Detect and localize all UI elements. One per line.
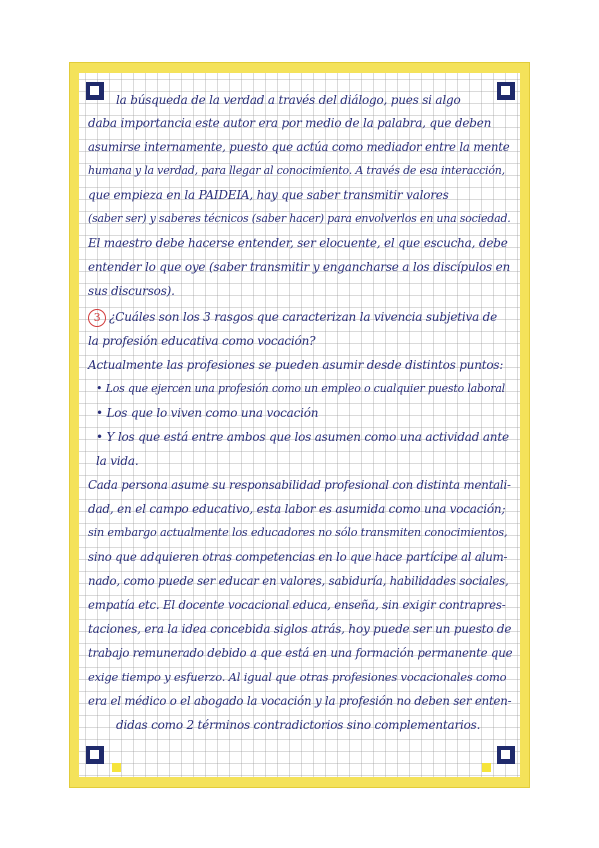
text-line: sino que adquieren otras competencias en lo que hace partícipe al alum- <box>88 550 508 564</box>
text-line: la vida. <box>96 454 139 468</box>
text-line: era el médico o el abogado la vocación y la profesión no deben ser enten- <box>88 694 512 708</box>
text-line: nado, como puede ser educar en valores, sabiduría, habilidades sociales, <box>88 574 509 588</box>
text-line: humana y la verdad, para llegar al conocimiento. A través de esa interacción, <box>88 164 505 177</box>
question-text: ¿Cuáles son los 3 rasgos que caracterizan la vivencia subjetiva de <box>109 310 498 324</box>
corner-logo-bottom-left <box>86 746 104 764</box>
text-line: sus discursos). <box>88 284 175 298</box>
yellow-marker-right <box>482 763 491 772</box>
text-line: Actualmente las profesiones se pueden asumir desde distintos puntos: <box>88 358 504 372</box>
text-line: El maestro debe hacerse entender, ser elocuente, el que escucha, debe <box>88 236 508 250</box>
text-line: taciones, era la idea concebida siglos atrás, hoy puede ser un puesto de <box>88 622 512 636</box>
text-line: empatía etc. El docente vocacional educa, enseña, sin exigir contrapres- <box>88 598 506 612</box>
yellow-marker-left <box>112 763 121 772</box>
text-line: (saber ser) y saberes técnicos (saber hacer) para envolverlos en una sociedad. <box>88 212 511 225</box>
text-line: sin embargo actualmente los educadores no sólo transmiten conocimientos, <box>88 526 508 539</box>
text-line: trabajo remunerado debido a que está en una formación permanente que <box>88 646 513 660</box>
question-line <box>88 309 497 327</box>
text-line: entender lo que oye (saber transmitir y engancharse a los discípulos en <box>88 260 511 274</box>
question-number-badge: 3 <box>88 309 106 327</box>
text-line: la profesión educativa como vocación? <box>88 334 316 348</box>
text-line: exige tiempo y esfuerzo. Al igual que otras profesiones vocacionales como <box>88 670 507 684</box>
text-line: asumirse internamente, puesto que actúa como mediador entre la mente <box>88 140 510 154</box>
text-line: la búsqueda de la verdad a través del diálogo, pues si algo <box>116 93 461 107</box>
text-line: daba importancia este autor era por medio de la palabra, que deben <box>88 116 492 130</box>
text-line: dad, en el campo educativo, esta labor es asumida como una vocación; <box>88 502 506 516</box>
text-line: Cada persona asume su responsabilidad profesional con distinta mentali- <box>88 478 511 492</box>
text-line: que empieza en la PAIDEIA, hay que saber transmitir valores <box>88 188 449 202</box>
corner-logo-bottom-right <box>497 746 515 764</box>
corner-logo-top-left <box>86 82 104 100</box>
bullet-item: • Y los que está entre ambos que los asumen como una actividad ante <box>96 430 509 444</box>
text-line: didas como 2 términos contradictorios sino complementarios. <box>116 718 481 732</box>
bullet-item: • Los que ejercen una profesión como un empleo o cualquier puesto laboral <box>96 382 505 395</box>
bullet-item: • Los que lo viven como una vocación <box>96 406 319 420</box>
corner-logo-top-right <box>497 82 515 100</box>
